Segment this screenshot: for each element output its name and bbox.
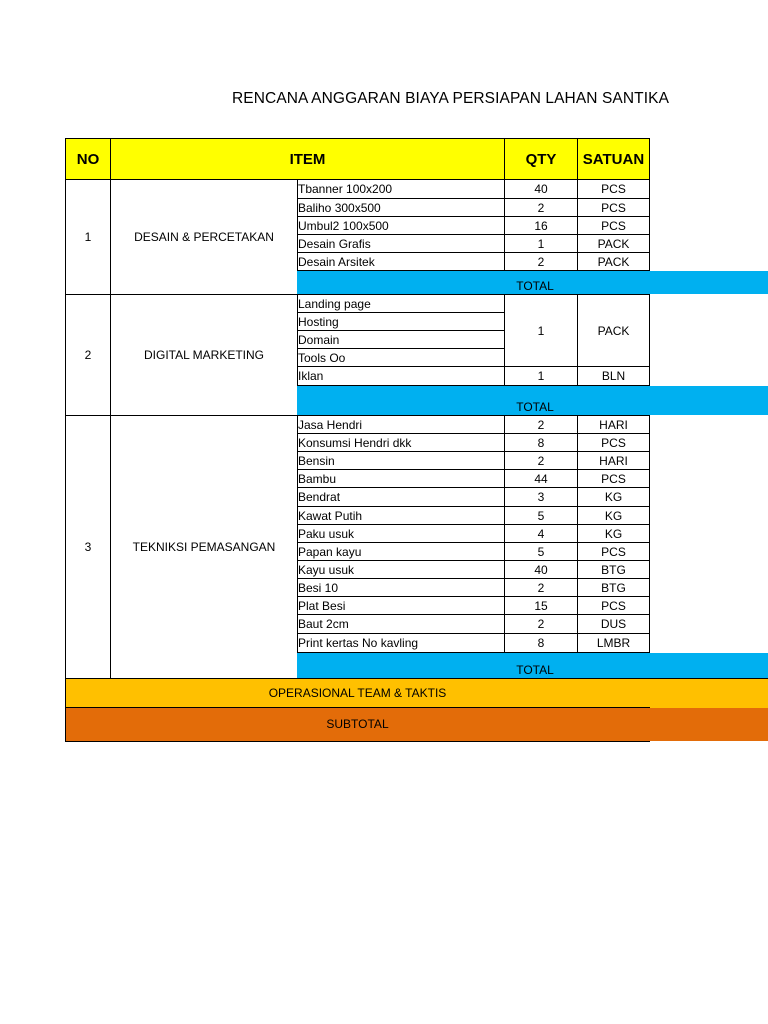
table-row-qty: 5 — [504, 507, 577, 525]
table-row-item: Print kertas No kavling — [297, 634, 504, 653]
group-no: 2 — [65, 294, 111, 416]
table-row-qty: 2 — [504, 452, 577, 470]
table-row-item: Baliho 300x500 — [297, 199, 504, 217]
table-row-satuan: BLN — [577, 367, 650, 386]
table-row-item: Konsumsi Hendri dkk — [297, 434, 504, 452]
table-row-item: Kayu usuk — [297, 561, 504, 579]
table-row-item: Landing page — [297, 295, 504, 313]
table-row-qty: 16 — [504, 217, 577, 235]
merged-qty: 1 — [504, 295, 577, 367]
header-qty: QTY — [504, 138, 578, 180]
table-row-item: Jasa Hendri — [297, 416, 504, 434]
table-row-qty: 44 — [504, 470, 577, 488]
table-row-satuan: PACK — [577, 253, 650, 271]
table-row-qty: 40 — [504, 180, 577, 199]
merged-satuan: PACK — [577, 295, 650, 367]
table-row-item: Iklan — [297, 367, 504, 386]
group-category: DIGITAL MARKETING — [110, 294, 298, 416]
table-row-qty: 15 — [504, 597, 577, 615]
table-row-item: Baut 2cm — [297, 615, 504, 634]
total-label: TOTAL — [516, 400, 554, 414]
operasional-label: OPERASIONAL TEAM & TAKTIS — [268, 686, 447, 700]
table-row-satuan: PCS — [577, 217, 650, 235]
group-category: DESAIN & PERCETAKAN — [110, 179, 298, 295]
header-item: ITEM — [110, 138, 505, 180]
table-row-qty: 8 — [504, 634, 577, 653]
table-row-satuan: BTG — [577, 561, 650, 579]
table-row-qty: 40 — [504, 561, 577, 579]
table-row-satuan: PCS — [577, 543, 650, 561]
table-row-item: Bendrat — [297, 488, 504, 507]
table-row-qty: 8 — [504, 434, 577, 452]
total-label: TOTAL — [516, 279, 554, 293]
table-row-qty: 2 — [504, 199, 577, 217]
total-row — [297, 271, 768, 294]
table-row-satuan: PACK — [577, 235, 650, 253]
table-row-item: Desain Grafis — [297, 235, 504, 253]
table-row-item: Domain — [297, 331, 504, 349]
sheet-title: RENCANA ANGGARAN BIAYA PERSIAPAN LAHAN SANTIKA — [232, 90, 670, 107]
table-row-item: Kawat Putih — [297, 507, 504, 525]
table-row-qty: 3 — [504, 488, 577, 507]
table-row-satuan: PCS — [577, 597, 650, 615]
table-row-qty: 2 — [504, 579, 577, 597]
table-row-item: Umbul2 100x500 — [297, 217, 504, 235]
header-no: NO — [65, 138, 111, 180]
total-label: TOTAL — [516, 663, 554, 677]
total-row — [297, 653, 768, 678]
table-row-satuan: LMBR — [577, 634, 650, 653]
table-row-satuan: DUS — [577, 615, 650, 634]
table-row-qty: 2 — [504, 615, 577, 634]
table-row-item: Hosting — [297, 313, 504, 331]
subtotal-label: SUBTOTAL — [326, 717, 389, 731]
table-row-satuan: KG — [577, 525, 650, 543]
table-row-item: Desain Arsitek — [297, 253, 504, 271]
group-no: 3 — [65, 415, 111, 679]
group-no: 1 — [65, 179, 111, 295]
table-row-qty: 2 — [504, 416, 577, 434]
table-row-satuan: HARI — [577, 452, 650, 470]
group-category: TEKNIKSI PEMASANGAN — [110, 415, 298, 679]
table-row-satuan: BTG — [577, 579, 650, 597]
table-row-satuan: KG — [577, 488, 650, 507]
table-row-satuan: HARI — [577, 416, 650, 434]
table-row-satuan: PCS — [577, 199, 650, 217]
table-row-item: Besi 10 — [297, 579, 504, 597]
table-row-satuan: PCS — [577, 180, 650, 199]
table-row-qty: 4 — [504, 525, 577, 543]
table-row-qty: 1 — [504, 367, 577, 386]
table-row-item: Paku usuk — [297, 525, 504, 543]
table-row-item: Papan kayu — [297, 543, 504, 561]
table-row-item: Bensin — [297, 452, 504, 470]
table-row-qty: 1 — [504, 235, 577, 253]
table-row-qty: 5 — [504, 543, 577, 561]
table-row-item: Tools Oo — [297, 349, 504, 367]
header-satuan: SATUAN — [577, 138, 650, 180]
table-row-qty: 2 — [504, 253, 577, 271]
total-row — [297, 386, 768, 415]
table-row-satuan: KG — [577, 507, 650, 525]
table-row-satuan: PCS — [577, 434, 650, 452]
table-row-satuan: PCS — [577, 470, 650, 488]
table-row-item: Bambu — [297, 470, 504, 488]
table-row-item: Tbanner 100x200 — [297, 180, 504, 199]
table-row-item: Plat Besi — [297, 597, 504, 615]
